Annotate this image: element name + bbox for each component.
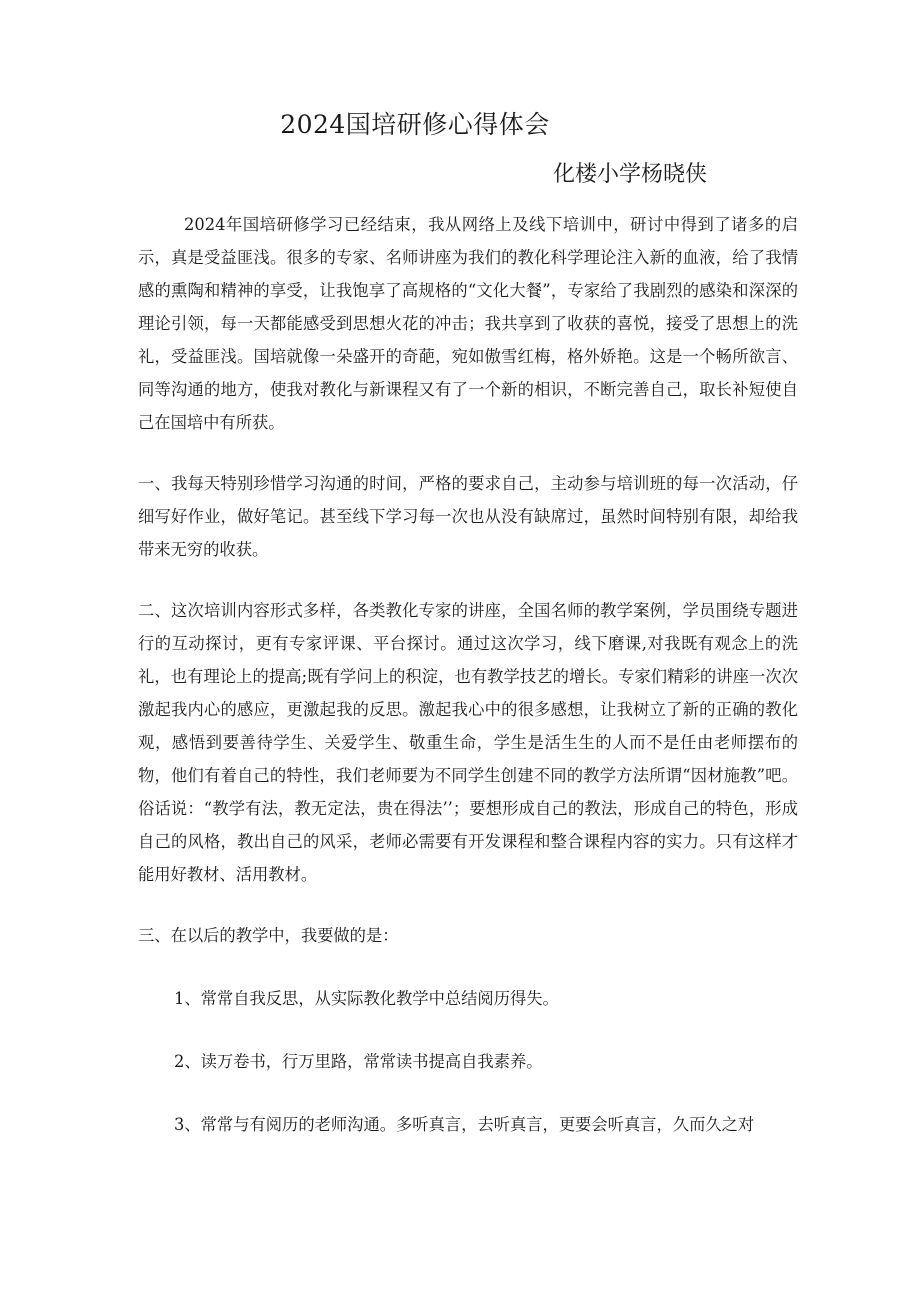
section-1-paragraph: 一、我每天特别珍惜学习沟通的时间，严格的要求自己，主动参与培训班的每一次活动，仔细写好作业，做好笔记。甚至线下学习每一次也从没有缺席过，虽然时间特别有限，却给我带来无穷的收获。 (138, 474, 798, 559)
list-item: 3、常常与有阅历的老师沟通。多听真言，去听真言，更要会听真言，久而久之对 (174, 1115, 755, 1134)
list-item: 2、读万卷书，行万里路，常常读书提高自我素养。 (174, 1052, 543, 1071)
document-title: 2024国培研修心得体会 (280, 110, 550, 139)
document-body (138, 208, 798, 1141)
section-2-paragraph: 二、这次培训内容形式多样，各类教化专家的讲座，全国名师的教学案例，学员围绕专题进行的互动探讨，更有专家评课、平台探讨。通过这次学习，线下磨课,对我既有观念上的洗礼，也有理论上的提高;既有学问上的积淀，也有教学技艺的增长。专家们精彩的讲座一次次激起我内心的感应，更激起我的反思。激起我心中的很多感想，让我树立了新的正确的教化观，感悟到要善待学生、关爱学生、敬重生命，学生是活生生的人而不是任由老师摆布的物，他们有着自己的特性，我们老师要为不同学生创建不同的教学方法所谓“因材施教”吧。俗话说：“教学有法，教无定法，贵在得法’’；要想形成自己的教法，形成自己的特色，形成自己的风格，教出自己的风采，老师必需要有开发课程和整合课程内容的实力。只有这样才能用好教材、活用教材。 (138, 601, 798, 884)
section-3-heading: 三、在以后的教学中，我要做的是： (138, 926, 399, 945)
intro-paragraph: 2024年国培研修学习已经结束，我从网络上及线下培训中，研讨中得到了诸多的启示，真是受益匪浅。很多的专家、名师讲座为我们的教化科学理论注入新的血液，给了我情感的熏陶和精神的享受，让我饱享了高规格的“文化大餐”，专家给了我剧烈的感染和深深的理论引领，每一天都能感受到思想火花的冲击；我共享到了收获的喜悦，接受了思想上的洗礼，受益匪浅。国培就像一朵盛开的奇葩，宛如傲雪红梅，格外娇艳。这是一个畅所欲言、同等沟通的地方，使我对教化与新课程又有了一个新的相识，不断完善自己，取长补短使自己在国培中有所获。 (138, 215, 798, 432)
list-item: 1、常常自我反思，从实际教化教学中总结阅历得失。 (174, 989, 559, 1008)
document-author: 化楼小学杨晓侠 (553, 162, 708, 187)
